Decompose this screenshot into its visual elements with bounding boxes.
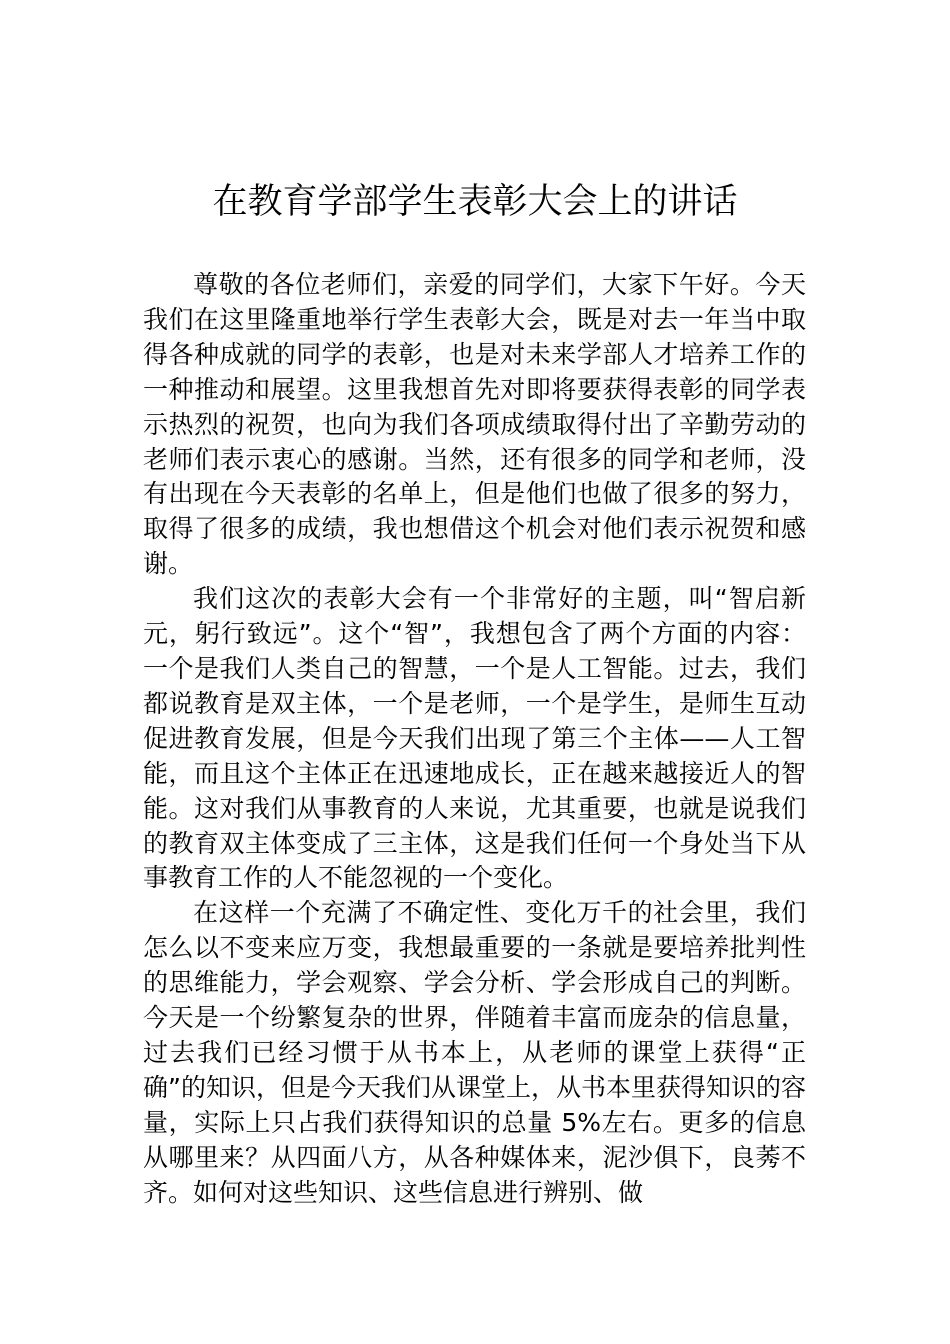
document-title: 在教育学部学生表彰大会上的讲话: [212, 182, 738, 222]
paragraph: 我们这次的表彰大会有一个非常好的主题，叫“智启新元，躬行致远”。这个“智”，我想包含了两个方面的内容：一个是我们人类自己的智慧，一个是人工智能。过去，我们都说教育是双主体，一个是老师，一个是学生，是师生互动促进教育发展，但是今天我们出现了第三个主体——人工智能，而且这个主体正在迅速地成长，正在越来越接近人的智能。这对我们从事教育的人来说，尤其重要，也就是说我们的教育双主体变成了三主体，这是我们任何一个身处当下从事教育工作的人不能忽视的一个变化。: [143, 584, 806, 893]
paragraph: 在这样一个充满了不确定性、变化万千的社会里，我们怎么以不变来应万变，我想最重要的一条就是要培养批判性的思维能力，学会观察、学会分析、学会形成自己的判断。今天是一个纷繁复杂的世界，伴随着丰富而庞杂的信息量，过去我们已经习惯于从书本上，从老师的课堂上获得“正确”的知识，但是今天我们从课堂上，从书本里获得知识的容量，实际上只占我们获得知识的总量 5%左右。更多的信息从哪里来？从四面八方，从各种媒体来，泥沙俱下，良莠不齐。如何对这些知识、这些信息进行辨别、做: [143, 898, 806, 1207]
paragraph: 尊敬的各位老师们，亲爱的同学们，大家下午好。今天我们在这里隆重地举行学生表彰大会，既是对去一年当中取得各种成就的同学的表彰，也是对未来学部人才培养工作的一种推动和展望。这里我想首先对即将要获得表彰的同学表示热烈的祝贺，也向为我们各项成绩取得付出了辛勤劳动的老师们表示衷心的感谢。当然，还有很多的同学和老师，没有出现在今天表彰的名单上，但是他们也做了很多的努力，取得了很多的成绩，我也想借这个机会对他们表示祝贺和感谢。: [143, 270, 806, 579]
document-body: [143, 268, 806, 1210]
